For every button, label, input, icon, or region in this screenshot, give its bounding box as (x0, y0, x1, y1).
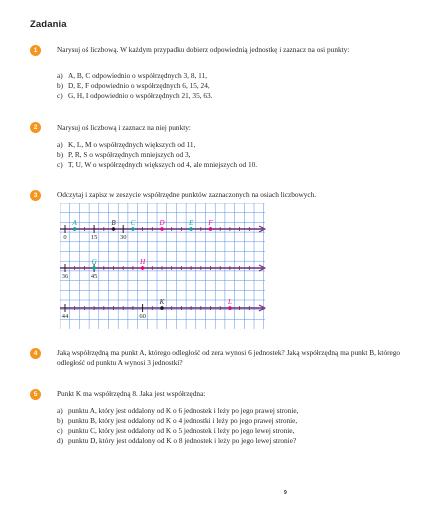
item-label: a) (57, 71, 63, 80)
item-label: c) (57, 91, 63, 100)
item-label: b) (57, 416, 64, 425)
task-item (57, 426, 294, 436)
point-label: G (91, 258, 97, 266)
task-number-badge: 3 (30, 190, 41, 201)
point-marker (131, 227, 135, 231)
point-marker (112, 227, 116, 231)
item-label: c) (57, 160, 63, 169)
point-label: K (159, 298, 165, 306)
task-text: Narysuj oś liczbową. W każdym przypadku dobierz odpowiednią jednostkę i zaznacz na osi punkty: (57, 45, 350, 54)
task-number-badge: 2 (30, 122, 41, 133)
item-text: P, R, S o współrzędnych mniejszych od 3, (68, 150, 191, 159)
tick-label: 60 (139, 313, 146, 320)
item-text: K, L, M o współrzędnych większych od 11, (68, 140, 196, 149)
point-label: H (140, 258, 146, 266)
task-item (57, 150, 190, 160)
point-label: D (159, 219, 165, 227)
item-label: b) (57, 150, 64, 159)
number-lines-grid (60, 203, 270, 338)
task-item (57, 71, 207, 81)
tick-label: 0 (63, 234, 67, 241)
grid-figure (60, 203, 270, 333)
item-label: c) (57, 426, 63, 435)
task-item (57, 416, 297, 426)
point-marker (160, 306, 164, 310)
task-item (57, 436, 296, 446)
section-title: Zadania (30, 19, 67, 30)
point-label: B (111, 219, 116, 227)
task-text: Jaką współrzędną ma punkt A, którego odległość od zera wynosi 6 jednostek? Jaką współrzędną ma punkt B, którego odległość od punktu A wynosi 3 jednostki? (57, 348, 401, 367)
task-number-badge: 1 (30, 45, 41, 56)
point-marker (141, 266, 145, 270)
tick-label: 36 (61, 273, 69, 280)
task-item (57, 160, 257, 170)
point-marker (73, 227, 77, 231)
task-item (57, 140, 195, 150)
item-label: a) (57, 140, 63, 149)
item-label: d) (57, 436, 64, 445)
item-text: punktu B, który jest oddalony od K o 4 jednostki i leży po jego prawej stronie, (68, 416, 298, 425)
task-item (57, 91, 213, 101)
item-label: b) (57, 81, 64, 90)
item-label: a) (57, 406, 63, 415)
point-marker (160, 227, 164, 231)
task-text: Narysuj oś liczbową i zaznacz na niej punkty: (57, 123, 191, 132)
task-item (57, 406, 298, 416)
point-marker (92, 266, 96, 270)
task-item (57, 81, 210, 91)
item-text: A, B, C odpowiednio o współrzędnych 3, 8, 11, (68, 71, 207, 80)
item-text: punktu A, który jest oddalony od K o 6 jednostek i leży po jego prawej stronie, (68, 406, 299, 415)
point-label: L (227, 298, 232, 306)
tick-label: 30 (119, 234, 127, 241)
item-text: T, U, W o współrzędnych większych od 4, ale mniejszych od 10. (68, 160, 258, 169)
point-label: A (72, 219, 77, 227)
point-label: C (130, 219, 136, 227)
task-text: Odczytaj i zapisz w zeszycie współrzędne punktów zaznaczonych na osiach liczbowych. (57, 190, 317, 199)
item-text: punktu D, który jest oddalony od K o 8 jednostek i leży po jego lewej stronie? (68, 436, 297, 445)
task-text: Punkt K ma współrzędną 8. Jaka jest współrzędna: (57, 389, 206, 398)
point-label: E (188, 219, 194, 227)
tick-label: 15 (90, 234, 98, 241)
point-label: F (208, 219, 213, 227)
point-marker (189, 227, 193, 231)
point-marker (228, 306, 232, 310)
task-number-badge: 5 (30, 389, 41, 400)
task-number-badge: 4 (30, 348, 41, 359)
tick-label: 45 (90, 273, 98, 280)
point-marker (209, 227, 213, 231)
item-text: G, H, I odpowiednio o współrzędnych 21, 35, 63. (68, 91, 213, 100)
page-number: 9 (284, 490, 287, 496)
item-text: D, E, F odpowiednio o współrzędnych 6, 15, 24, (68, 81, 210, 90)
item-text: punktu C, który jest oddalony od K o 5 jednostek i leży po jego lewej stronie, (68, 426, 295, 435)
tick-label: 44 (61, 313, 69, 320)
